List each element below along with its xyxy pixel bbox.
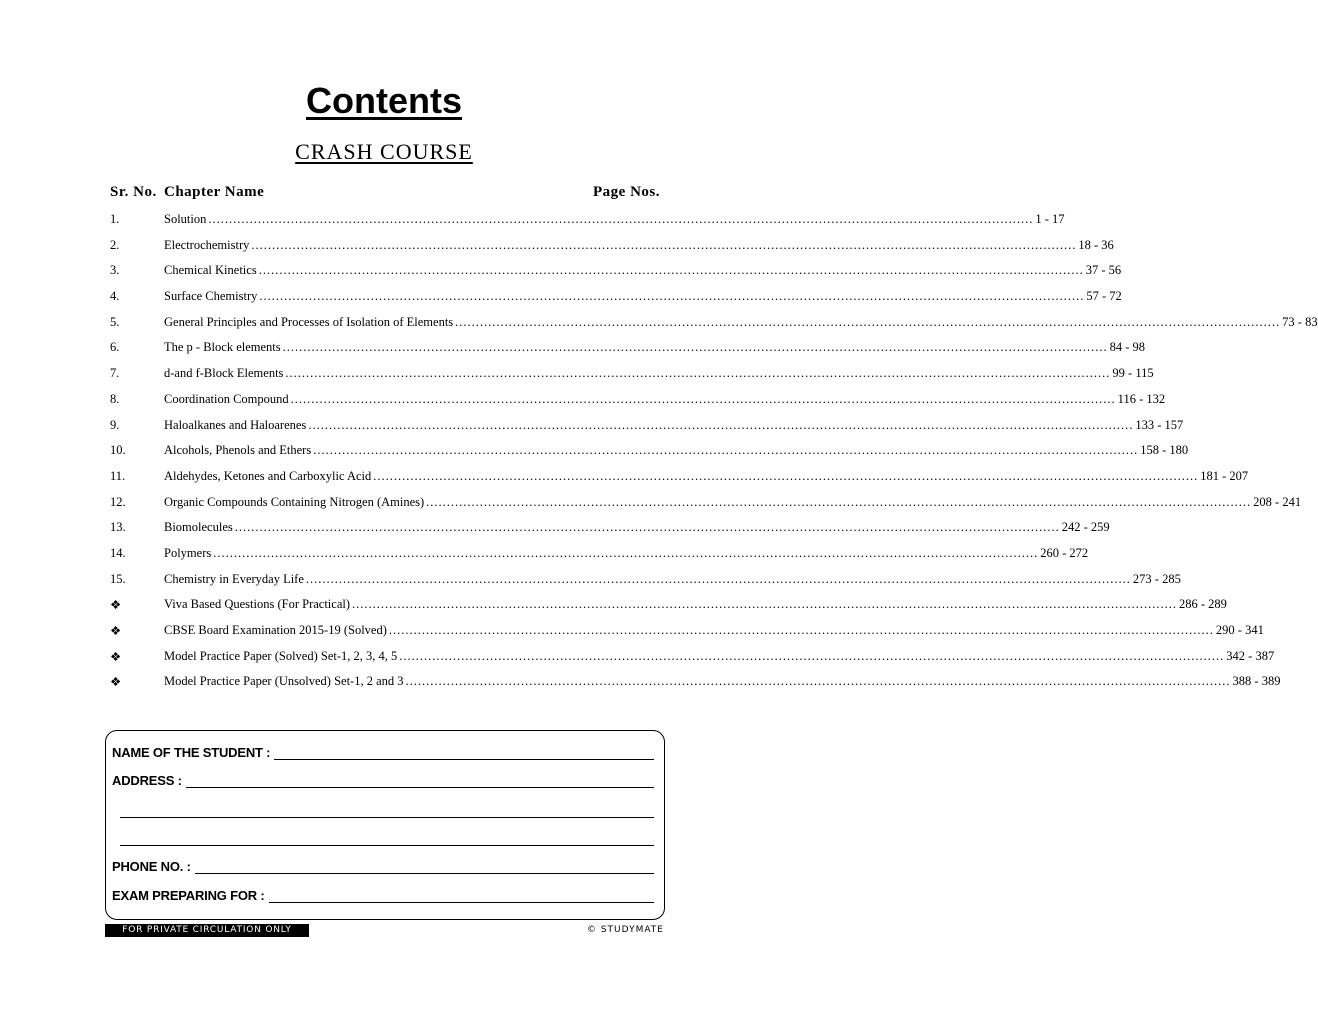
toc-dot-leader: ........................................................................................................................................................................................................ bbox=[234, 520, 1060, 535]
toc-dot-leader: ........................................................................................................................................................................................................ bbox=[426, 494, 1252, 509]
toc-page-range: 181 - 207 bbox=[1200, 468, 1249, 483]
toc-dot-leader: ........................................................................................................................................................................................................ bbox=[208, 212, 1034, 226]
toc-chapter-name: Model Practice Paper (Unsolved) Set-1, 2 and 3 bbox=[164, 674, 404, 689]
phone-row bbox=[112, 859, 654, 874]
phone-field[interactable] bbox=[195, 859, 654, 874]
toc-page-range: 133 - 157 bbox=[1135, 417, 1184, 432]
toc-row-line bbox=[164, 212, 1065, 227]
toc-row-line bbox=[164, 571, 1181, 587]
toc-dot-leader: ........................................................................................................................................................................................................ bbox=[285, 366, 1111, 381]
student-details-form bbox=[105, 730, 665, 920]
toc-page-range: 99 - 115 bbox=[1112, 366, 1154, 381]
toc-dot-leader: ........................................................................................................................................................................................................ bbox=[399, 648, 1225, 663]
student-name-label: NAME OF THE STUDENT : bbox=[112, 745, 271, 760]
toc-row bbox=[110, 570, 1181, 596]
student-name-field[interactable] bbox=[274, 745, 654, 760]
toc-row-line bbox=[164, 674, 1281, 689]
address-label: ADDRESS : bbox=[112, 773, 182, 788]
toc-row-number: 5. bbox=[110, 314, 120, 329]
toc-header bbox=[110, 184, 660, 204]
toc-dot-leader: ........................................................................................................................................................................................................ bbox=[405, 674, 1231, 689]
toc-page-range: 18 - 36 bbox=[1078, 237, 1114, 252]
toc-dot-leader: ........................................................................................................................................................................................................ bbox=[373, 468, 1199, 483]
toc-row-number: 8. bbox=[110, 391, 120, 406]
toc-row-number: 9. bbox=[110, 417, 120, 432]
toc-row bbox=[110, 287, 1122, 313]
toc-row bbox=[110, 518, 1110, 544]
toc-row bbox=[110, 338, 1146, 364]
toc-page-range: 242 - 259 bbox=[1061, 520, 1110, 535]
toc-chapter-name: Surface Chemistry bbox=[164, 289, 258, 304]
toc-row bbox=[110, 621, 1264, 647]
toc-dot-leader: ........................................................................................................................................................................................................ bbox=[251, 237, 1077, 252]
toc-page-range: 342 - 387 bbox=[1226, 648, 1275, 663]
exam-label: EXAM PREPARING FOR : bbox=[112, 888, 265, 903]
header-sr-no: Sr. No. bbox=[110, 184, 157, 200]
toc-chapter-name: Organic Compounds Containing Nitrogen (Amines) bbox=[164, 494, 425, 509]
toc-row-number: 10. bbox=[110, 443, 126, 458]
toc-row-line bbox=[164, 443, 1189, 458]
toc-row-line bbox=[164, 314, 1318, 330]
toc-page-range: 84 - 98 bbox=[1109, 340, 1146, 355]
toc-page-range: 388 - 389 bbox=[1232, 674, 1281, 689]
toc-row bbox=[110, 467, 1249, 493]
address-field[interactable] bbox=[186, 773, 654, 788]
toc-chapter-name: Chemistry in Everyday Life bbox=[164, 571, 304, 586]
toc-row-number: ❖ bbox=[110, 624, 122, 638]
toc-row bbox=[110, 313, 1318, 339]
toc-chapter-name: Model Practice Paper (Solved) Set-1, 2, 3, 4, 5 bbox=[164, 648, 398, 663]
address-line-3[interactable] bbox=[120, 845, 654, 846]
toc-row bbox=[110, 210, 1065, 236]
toc-row bbox=[110, 544, 1089, 570]
toc-chapter-name: Aldehydes, Ketones and Carboxylic Acid bbox=[164, 468, 372, 483]
header-page-nos: Page Nos. bbox=[593, 184, 660, 200]
toc-row bbox=[110, 416, 1184, 442]
toc-row-number: 12. bbox=[110, 494, 126, 509]
toc-row bbox=[110, 364, 1154, 390]
toc-chapter-name: Haloalkanes and Haloarenes bbox=[164, 417, 307, 432]
toc-row-number: 7. bbox=[110, 366, 120, 381]
toc-row bbox=[110, 236, 1114, 262]
toc-row bbox=[110, 441, 1189, 467]
toc-row-number: 4. bbox=[110, 289, 120, 304]
toc-row-number: 6. bbox=[110, 340, 120, 355]
toc-page-range: 37 - 56 bbox=[1085, 263, 1122, 278]
toc-dot-leader: ........................................................................................................................................................................................................ bbox=[313, 443, 1139, 458]
toc-row-line bbox=[164, 494, 1302, 510]
toc-page-range: 158 - 180 bbox=[1140, 443, 1189, 458]
toc-dot-leader: ........................................................................................................................................................................................................ bbox=[282, 340, 1108, 355]
phone-label: PHONE NO. : bbox=[112, 859, 191, 874]
header-chapter-name: Chapter Name bbox=[164, 184, 265, 200]
toc-row-number: 15. bbox=[110, 571, 126, 586]
toc-row bbox=[110, 647, 1275, 673]
toc-row-line bbox=[164, 237, 1114, 253]
toc-dot-leader: ........................................................................................................................................................................................................ bbox=[455, 314, 1281, 329]
toc-row-line bbox=[164, 545, 1089, 561]
toc-row bbox=[110, 493, 1302, 519]
toc-chapter-name: Solution bbox=[164, 212, 207, 226]
toc-chapter-name: General Principles and Processes of Isolation of Elements bbox=[164, 314, 454, 329]
toc-row bbox=[110, 261, 1122, 287]
toc-dot-leader: ........................................................................................................................................................................................................ bbox=[305, 571, 1131, 586]
page-title: Contents bbox=[306, 80, 462, 121]
toc-row-number: 2. bbox=[110, 237, 120, 252]
toc-dot-leader: ........................................................................................................................................................................................................ bbox=[290, 391, 1116, 406]
toc-row-line bbox=[164, 366, 1154, 381]
toc-row-number: 1. bbox=[110, 212, 120, 226]
toc-row bbox=[110, 595, 1227, 621]
toc-page-range: 208 - 241 bbox=[1253, 494, 1302, 509]
exam-field[interactable] bbox=[269, 888, 655, 903]
private-circulation-banner: FOR PRIVATE CIRCULATION ONLY bbox=[105, 924, 309, 937]
toc-chapter-name: Biomolecules bbox=[164, 520, 233, 535]
toc-row-number: ❖ bbox=[110, 675, 122, 690]
address-line-2[interactable] bbox=[120, 817, 654, 818]
toc-row-line bbox=[164, 520, 1110, 535]
toc-row-line bbox=[164, 468, 1249, 484]
toc-row-line bbox=[164, 340, 1146, 355]
table-of-contents bbox=[110, 210, 1318, 698]
toc-page-range: 273 - 285 bbox=[1132, 571, 1181, 586]
toc-chapter-name: Polymers bbox=[164, 545, 212, 560]
studymate-copyright: © STUDYMATE bbox=[586, 925, 664, 935]
toc-row-number: ❖ bbox=[110, 598, 122, 613]
toc-row bbox=[110, 672, 1281, 698]
toc-row-number: ❖ bbox=[110, 649, 122, 664]
toc-page-range: 260 - 272 bbox=[1040, 545, 1089, 560]
toc-dot-leader: ........................................................................................................................................................................................................ bbox=[213, 545, 1039, 560]
toc-row-line bbox=[164, 289, 1122, 304]
toc-row-number: 13. bbox=[110, 520, 126, 535]
toc-page-range: 290 - 341 bbox=[1215, 623, 1264, 637]
toc-dot-leader: ........................................................................................................................................................................................................ bbox=[308, 417, 1134, 432]
toc-dot-leader: ........................................................................................................................................................................................................ bbox=[352, 597, 1178, 612]
toc-chapter-name: d-and f-Block Elements bbox=[164, 366, 284, 381]
toc-chapter-name: The p - Block elements bbox=[164, 340, 281, 355]
toc-page-range: 57 - 72 bbox=[1086, 289, 1122, 304]
toc-chapter-name: Electrochemistry bbox=[164, 237, 250, 252]
toc-row-line bbox=[164, 263, 1122, 278]
toc-row-number: 11. bbox=[110, 468, 126, 483]
toc-row-number: 3. bbox=[110, 263, 120, 278]
toc-dot-leader: ........................................................................................................................................................................................................ bbox=[258, 263, 1084, 278]
toc-chapter-name: Chemical Kinetics bbox=[164, 263, 257, 278]
toc-dot-leader: ........................................................................................................................................................................................................ bbox=[259, 289, 1085, 304]
toc-row-line bbox=[164, 623, 1264, 638]
toc-page-range: 116 - 132 bbox=[1117, 391, 1166, 406]
toc-row-number: 14. bbox=[110, 545, 126, 560]
student-name-row bbox=[112, 745, 654, 760]
toc-page-range: 286 - 289 bbox=[1179, 597, 1227, 612]
toc-row-line bbox=[164, 648, 1275, 664]
toc-page-range: 73 - 83 bbox=[1282, 314, 1318, 329]
toc-chapter-name: Alcohols, Phenols and Ethers bbox=[164, 443, 312, 458]
toc-row bbox=[110, 390, 1166, 416]
address-row bbox=[112, 773, 654, 788]
page-subtitle: CRASH COURSE bbox=[295, 139, 473, 164]
toc-chapter-name: Coordination Compound bbox=[164, 391, 289, 406]
toc-chapter-name: Viva Based Questions (For Practical) bbox=[164, 597, 351, 612]
toc-row-line bbox=[164, 417, 1184, 433]
toc-dot-leader: ........................................................................................................................................................................................................ bbox=[388, 623, 1214, 637]
toc-page-range: 1 - 17 bbox=[1035, 212, 1065, 226]
toc-chapter-name: CBSE Board Examination 2015-19 (Solved) bbox=[164, 623, 387, 637]
exam-row bbox=[112, 888, 654, 903]
toc-row-line bbox=[164, 597, 1227, 612]
toc-row-line bbox=[164, 391, 1166, 407]
